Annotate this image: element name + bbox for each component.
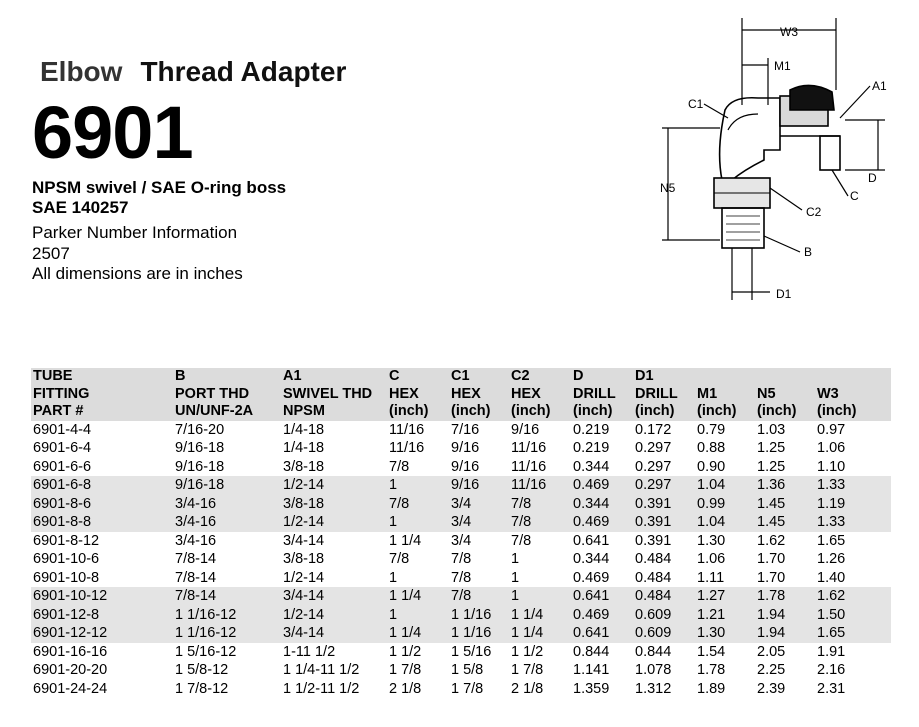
table-cell: 0.609 (633, 606, 695, 625)
table-cell: 1.26 (817, 551, 846, 567)
table-cell: 1 (387, 476, 449, 495)
table-cell: 0.641 (571, 624, 633, 643)
table-cell: 9/16 (451, 440, 480, 456)
fitting-diagram (640, 10, 900, 310)
specs-table-header (31, 368, 891, 421)
table-cell: 9/16-18 (175, 458, 225, 475)
table-cell: 0.297 (633, 476, 695, 495)
table-cell: 0.344 (571, 495, 633, 514)
label-c2: C2 (806, 205, 822, 219)
table-cell: 6901-24-24 (33, 680, 108, 697)
table-cell: 1.70 (757, 551, 786, 567)
table-cell: 3/4-14 (281, 624, 387, 643)
table-cell: 1 1/2-11 1/2 (283, 680, 360, 697)
col-d: D DRILL (inch) (571, 368, 633, 421)
table-cell: 1.19 (815, 495, 891, 514)
table-cell: 0.391 (635, 532, 672, 549)
label-c: C (850, 189, 859, 203)
table-cell: 1 1/16 (449, 624, 509, 643)
table-cell: 1.62 (757, 532, 786, 549)
specs-table-body (31, 421, 891, 699)
table-cell: 1 1/4 (509, 624, 571, 643)
label-w3: W3 (780, 25, 798, 39)
table-cell: 1 5/16 (451, 643, 492, 660)
table-cell: 6901-8-8 (31, 513, 173, 532)
table-cell: 7/8-14 (175, 569, 217, 586)
table-cell: 0.391 (633, 513, 695, 532)
table-row (31, 421, 891, 440)
table-cell: 0.219 (573, 421, 610, 438)
table-cell: 11/16 (389, 440, 425, 456)
table-cell: 1 1/2 (511, 643, 544, 660)
label-d1: D1 (776, 287, 792, 301)
table-cell: 1.70 (757, 569, 786, 586)
table-cell: 1 7/8 (451, 680, 484, 697)
table-cell: 1 (511, 569, 520, 586)
table-cell: 0.641 (571, 587, 633, 606)
table-cell: 0.484 (635, 551, 672, 567)
table-cell: 0.344 (573, 551, 610, 567)
table-cell: 0.88 (697, 440, 726, 456)
table-cell: 7/8 (511, 532, 532, 549)
table-cell: 7/8 (451, 551, 472, 567)
table-cell: 1 1/16-12 (173, 606, 281, 625)
table-row (31, 624, 891, 643)
table-cell: 1-11 1/2 (283, 643, 336, 660)
title-elbow: Elbow (40, 56, 123, 87)
table-row (31, 532, 891, 551)
table-cell: 2.25 (757, 662, 786, 678)
table-cell: 1.06 (697, 551, 726, 567)
table-cell: 1.312 (635, 680, 672, 697)
table-cell: 1.91 (817, 643, 846, 660)
table-cell: 3/4-16 (175, 532, 217, 549)
table-cell: 9/16-18 (173, 476, 281, 495)
table-cell: 1.36 (755, 476, 815, 495)
table-cell: 6901-8-12 (33, 532, 100, 549)
product-title (40, 56, 346, 88)
table-cell: 0.469 (573, 569, 610, 586)
part-number: 6901 (32, 91, 193, 174)
col-c: C HEX (inch) (387, 368, 449, 421)
table-row (31, 606, 891, 625)
table-cell: 7/16 (451, 421, 480, 438)
table-cell: 0.469 (571, 606, 633, 625)
table-cell: 3/8-18 (281, 495, 387, 514)
table-cell: 1 1/16 (449, 606, 509, 625)
title-thread-adapter: Thread Adapter (140, 56, 347, 87)
table-row (31, 587, 891, 606)
table-row (31, 643, 891, 662)
col-m1: M1 (inch) (695, 368, 755, 421)
table-cell: 1 1/4 (387, 624, 449, 643)
table-cell: 6901-6-8 (31, 476, 173, 495)
table-cell: 1.078 (635, 662, 672, 678)
subtitle-line-1: NPSM swivel / SAE O-ring boss (32, 178, 287, 197)
table-cell: 1.06 (817, 440, 846, 456)
col-b: B PORT THD UN/UNF-2A (173, 368, 281, 421)
table-row (31, 661, 891, 680)
table-row (31, 550, 891, 569)
table-cell: 1.10 (817, 458, 846, 475)
table-cell: 11/16 (511, 440, 547, 456)
table-cell: 1.65 (815, 624, 891, 643)
table-cell: 1 (509, 587, 571, 606)
table-cell: 1.03 (757, 421, 786, 438)
table-cell: 3/4 (451, 532, 472, 549)
table-cell: 1 7/8 (511, 662, 544, 678)
table-cell: 0.219 (573, 440, 610, 456)
specs-table (31, 368, 891, 698)
table-cell: 1 (511, 551, 520, 567)
table-cell: 1 1/2 (389, 643, 422, 660)
table-cell: 2.16 (817, 662, 846, 678)
table-cell: 1.40 (817, 569, 846, 586)
table-cell: 0.484 (635, 569, 672, 586)
table-cell: 2 1/8 (511, 680, 544, 697)
table-cell: 9/16 (451, 458, 480, 475)
table-cell: 1 5/8 (451, 662, 484, 678)
table-cell: 6901-8-6 (31, 495, 173, 514)
col-w3: W3 (inch) (815, 368, 891, 421)
table-cell: 1.65 (817, 532, 846, 549)
table-cell: 1.11 (697, 569, 725, 586)
table-cell: 3/4-14 (281, 587, 387, 606)
table-row (31, 439, 891, 458)
table-cell: 1 1/4 (509, 606, 571, 625)
table-cell: 1 5/16-12 (175, 643, 237, 660)
table-cell: 1.94 (755, 624, 815, 643)
table-row (31, 476, 891, 495)
table-cell: 9/16-18 (175, 440, 225, 456)
table-cell: 1.141 (573, 662, 610, 678)
table-cell: 7/16-20 (175, 421, 225, 438)
label-a1: A1 (872, 79, 887, 93)
label-b: B (804, 245, 813, 259)
table-cell: 1.89 (697, 680, 726, 697)
table-cell: 1.45 (755, 513, 815, 532)
table-cell: 0.79 (697, 421, 726, 438)
table-cell: 0.99 (695, 495, 755, 514)
table-cell: 3/4-16 (173, 495, 281, 514)
table-cell: 0.297 (635, 458, 672, 475)
label-m1: M1 (774, 59, 791, 73)
table-cell: 1.25 (757, 458, 786, 475)
table-cell: 1.30 (697, 532, 726, 549)
table-cell: 1 1/4-11 1/2 (283, 662, 360, 678)
table-row (31, 458, 891, 477)
table-row (31, 680, 891, 699)
table-cell: 1.78 (755, 587, 815, 606)
table-cell: 1 5/8-12 (175, 662, 229, 678)
table-cell: 1.50 (815, 606, 891, 625)
table-row (31, 495, 891, 514)
table-cell: 0.172 (635, 421, 672, 438)
table-cell: 1 (387, 606, 449, 625)
table-cell: 0.844 (635, 643, 672, 660)
table-cell: 1 1/16-12 (173, 624, 281, 643)
table-cell: 1/4-18 (283, 421, 325, 438)
table-cell: 11/16 (511, 458, 547, 475)
table-cell: 1.94 (755, 606, 815, 625)
subtitle (32, 178, 286, 218)
col-n5: N5 (inch) (755, 368, 815, 421)
table-cell: 11/16 (509, 476, 571, 495)
table-cell: 1/2-14 (281, 476, 387, 495)
table-cell: 0.344 (573, 458, 610, 475)
table-cell: 1.62 (815, 587, 891, 606)
table-cell: 1 1/4 (389, 532, 422, 549)
table-cell: 1.78 (697, 662, 726, 678)
table-cell: 1.27 (695, 587, 755, 606)
info-block (32, 223, 243, 285)
col-c2: C2 HEX (inch) (509, 368, 571, 421)
table-cell: 7/8 (449, 587, 509, 606)
table-cell: 1.25 (757, 440, 786, 456)
table-cell: 7/8 (509, 513, 571, 532)
table-cell: 6901-4-4 (33, 421, 92, 438)
table-cell: 1 7/8-12 (175, 680, 229, 697)
table-cell: 1.30 (695, 624, 755, 643)
table-cell: 1 7/8 (389, 662, 422, 678)
label-c1: C1 (688, 97, 704, 111)
table-cell: 7/8-14 (175, 551, 217, 567)
table-cell: 1.54 (697, 643, 726, 660)
table-cell: 3/4 (449, 495, 509, 514)
table-cell: 1/2-14 (281, 513, 387, 532)
table-cell: 1 (387, 513, 449, 532)
col-c1: C1 HEX (inch) (449, 368, 509, 421)
table-cell: 0.90 (697, 458, 726, 475)
table-cell: 1.04 (695, 476, 755, 495)
col-part: TUBE FITTING PART # (31, 368, 173, 421)
table-cell: 6901-6-6 (33, 458, 92, 475)
table-cell: 1 1/4 (387, 587, 449, 606)
table-cell: 0.609 (633, 624, 695, 643)
table-cell: 7/8-14 (173, 587, 281, 606)
subtitle-line-2: SAE 140257 (32, 198, 129, 217)
table-cell: 0.391 (633, 495, 695, 514)
table-cell: 6901-12-8 (31, 606, 173, 625)
table-cell: 0.469 (571, 513, 633, 532)
table-cell: 0.844 (573, 643, 610, 660)
col-a1: A1 SWIVEL THD NPSM (281, 368, 387, 421)
table-cell: 3/4 (449, 513, 509, 532)
table-cell: 7/8 (387, 495, 449, 514)
table-cell: 1.21 (695, 606, 755, 625)
table-cell: 6901-20-20 (33, 662, 108, 678)
table-cell: 0.484 (633, 587, 695, 606)
table-cell: 2 1/8 (389, 680, 422, 697)
col-d1: D1 DRILL (inch) (633, 368, 695, 421)
table-cell: 1/4-18 (283, 440, 325, 456)
table-cell: 6901-10-6 (33, 551, 100, 567)
table-cell: 7/8 (451, 569, 472, 586)
table-cell: 6901-10-12 (31, 587, 173, 606)
table-cell: 0.297 (635, 440, 672, 456)
table-cell: 1.04 (695, 513, 755, 532)
table-cell: 1 (389, 569, 398, 586)
info-line-2: 2507 (32, 243, 70, 263)
table-cell: 3/8-18 (283, 551, 325, 567)
table-cell: 1.45 (755, 495, 815, 514)
table-cell: 6901-16-16 (33, 643, 108, 660)
table-cell: 6901-12-12 (31, 624, 173, 643)
label-d: D (868, 171, 877, 185)
table-cell: 1.33 (815, 513, 891, 532)
table-cell: 9/16 (511, 421, 540, 438)
table-cell: 1/2-14 (283, 569, 325, 586)
table-cell: 3/8-18 (283, 458, 325, 475)
table-cell: 7/8 (389, 458, 410, 475)
label-n5: N5 (660, 181, 676, 195)
table-cell: 2.05 (757, 643, 786, 660)
table-cell: 6901-10-8 (33, 569, 100, 586)
table-row (31, 569, 891, 588)
table-cell: 3/4-16 (173, 513, 281, 532)
table-cell: 9/16 (449, 476, 509, 495)
table-cell: 2.31 (817, 680, 846, 697)
table-cell: 0.97 (817, 421, 846, 438)
table-row (31, 513, 891, 532)
table-cell: 7/8 (509, 495, 571, 514)
table-cell: 6901-6-4 (33, 440, 92, 456)
table-cell: 1/2-14 (281, 606, 387, 625)
info-line-1: Parker Number Information (32, 223, 238, 242)
table-cell: 1.33 (815, 476, 891, 495)
table-cell: 2.39 (757, 680, 786, 697)
info-line-3: All dimensions are in inches (32, 264, 243, 283)
table-cell: 0.469 (571, 476, 633, 495)
table-cell: 1.359 (573, 680, 610, 697)
table-cell: 3/4-14 (283, 532, 325, 549)
table-cell: 0.641 (573, 532, 610, 549)
table-cell: 7/8 (389, 551, 410, 567)
table-cell: 11/16 (389, 421, 425, 438)
